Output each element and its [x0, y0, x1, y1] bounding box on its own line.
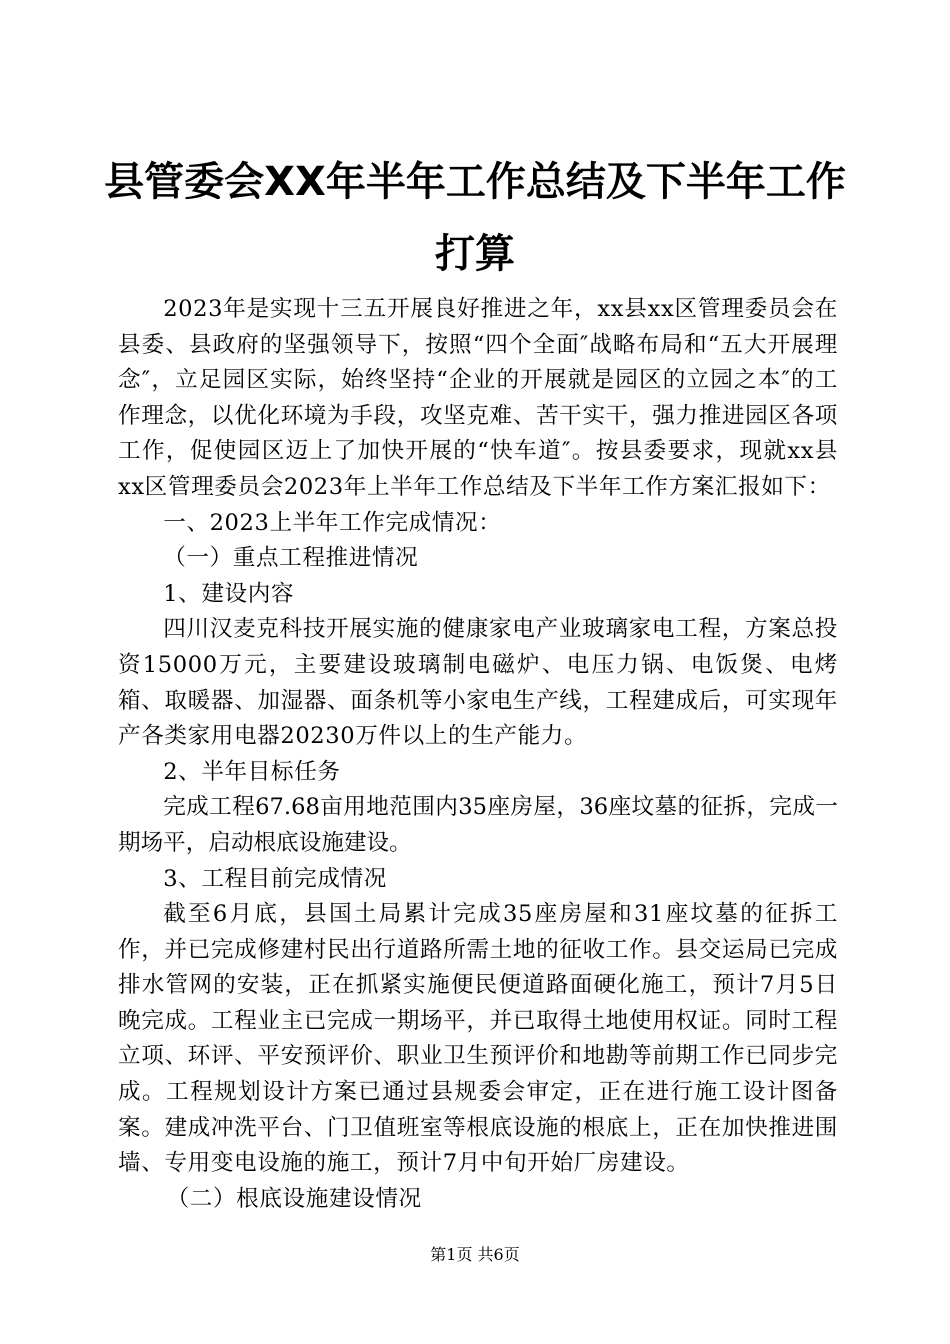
item-heading-construction-content: 1、建设内容: [163, 580, 295, 607]
item-heading-progress: 3、工程目前完成情况: [163, 865, 387, 892]
intro-paragraph: 2023年是实现十三五开展良好推进之年，xx县xx区管理委员会在县委、县政府的坚强领导下，按照“四个全面″战略布局和“五大开展理念″，立足园区实际，始终坚持“企业的开展就是园区的立园之本″的工作理念，以优化环境为手段，攻坚克难、苦干实干，强力推进园区各项工作，促使园区迈上了加快开展的“快车道″。按县委要求，现就xx县xx区管理委员会2023年上半年工作总结及下半年工作方案汇报如下：: [118, 296, 838, 500]
page-number-footer: 第1页 共6页: [430, 1245, 520, 1264]
subsection-heading-2: （二）根底设施建设情况: [166, 1185, 422, 1212]
construction-content-paragraph: 四川汉麦克科技开展实施的健康家电产业玻璃家电工程，方案总投资15000万元，主要建设玻璃制电磁炉、电压力锅、电饭煲、电烤箱、取暖器、加湿器、面条机等小家电生产线，工程建成后，可实现年产各类家用电器20230万件以上的生产能力。: [118, 616, 838, 750]
document-title: 县管委会XX年半年工作总结及下半年工作打算: [104, 159, 846, 277]
half-year-targets-paragraph: 完成工程67.68亩用地范围内35座房屋，36座坟墓的征拆，完成一期场平，启动根底设施建设。: [118, 794, 838, 856]
item-heading-half-year-targets: 2、半年目标任务: [163, 758, 341, 785]
document-body: [118, 292, 838, 1217]
progress-paragraph: 截至6月底，县国土局累计完成35座房屋和31座坟墓的征拆工作，并已完成修建村民出行道路所需土地的征收工作。县交运局已完成排水管网的安装，正在抓紧实施便民便道路面硬化施工，预计7月5日晚完成。工程业主已完成一期场平，并已取得土地使用权证。同时工程立项、环评、平安预评价、职业卫生预评价和地勘等前期工作已同步完成。工程规划设计方案已通过县规委会审定，正在进行施工设计图备案。建成冲洗平台、门卫值班室等根底设施的根底上，正在加快推进围墙、专用变电设施的施工，预计7月中旬开始厂房建设。: [118, 901, 838, 1177]
section-heading-1: 一、2023上半年工作完成情况：: [163, 509, 502, 536]
subsection-heading-1: （一）重点工程推进情况: [163, 545, 419, 572]
